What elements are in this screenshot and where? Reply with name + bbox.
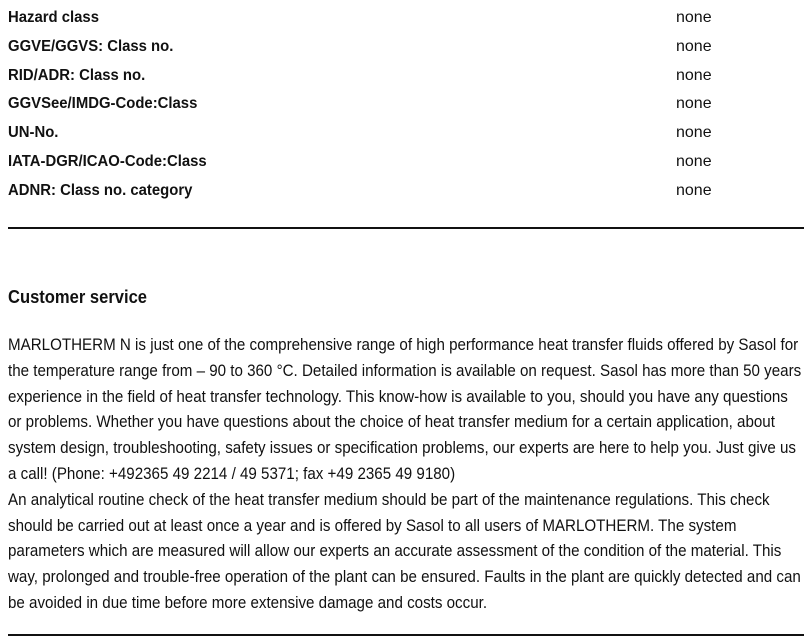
ggve-ggvs-class-label: GGVE/GGVS: Class no. — [8, 37, 174, 55]
un-number-label: UN-No. — [8, 124, 59, 142]
customer-service-heading: Customer service — [8, 287, 147, 307]
table-row — [8, 35, 804, 64]
adnr-class-category-value: none — [676, 181, 712, 199]
section-divider — [8, 227, 804, 229]
table-row — [8, 6, 804, 35]
maintenance-paragraph: An analytical routine check of the heat transfer medium should be part of the maintenance regulations. This check should be carried out at least once a year and is offered by Sasol to all users of MARLOTHERM. The system parameters which are measured will allow our experts an accurate assessment of the condition of the material. This way, prolonged and trouble-free operation of the plant can be ensured. Faults in the plant are quickly detected and can be avoided in due time before more extensive damage and costs occur. — [8, 490, 801, 612]
table-row — [8, 92, 804, 121]
rid-adr-class-label: RID/ADR: Class no. — [8, 66, 146, 84]
adnr-class-category-label: ADNR: Class no. category — [8, 181, 193, 199]
table-row — [8, 64, 804, 93]
rid-adr-class-value: none — [676, 66, 712, 84]
hazard-class-value: none — [676, 9, 712, 26]
bottom-divider — [8, 634, 804, 636]
table-row — [8, 179, 804, 208]
iata-icao-class-label: IATA-DGR/ICAO-Code:Class — [8, 152, 207, 170]
hazard-class-label: Hazard class — [8, 9, 99, 26]
ggvsee-imdg-class-label: GGVSee/IMDG-Code:Class — [8, 95, 198, 113]
table-row — [8, 150, 804, 179]
ggvsee-imdg-class-value: none — [676, 95, 712, 113]
customer-service-paragraph: MARLOTHERM N is just one of the comprehensive range of high performance heat transfer fluids offered by Sasol for the temperature range from – 90 to 360 °C. Detailed information is available on request. Sasol has more than 50 years experience in the field of heat transfer technology. This know-how is available to you, should you have any questions or problems. Whether you have questions about the choice of heat transfer medium for a certain application, about system design, troubleshooting, safety issues or specification problems, our experts are here to help you. Just give us a call! (Phone: +492365 49 2214 / 49 5371; fax +49 2365 49 9180) — [8, 336, 802, 483]
ggve-ggvs-class-value: none — [676, 37, 712, 55]
customer-service-body — [8, 333, 803, 617]
hazard-classification-table — [8, 6, 804, 208]
table-row — [8, 121, 804, 150]
un-number-value: none — [676, 124, 712, 142]
iata-icao-class-value: none — [676, 152, 712, 170]
